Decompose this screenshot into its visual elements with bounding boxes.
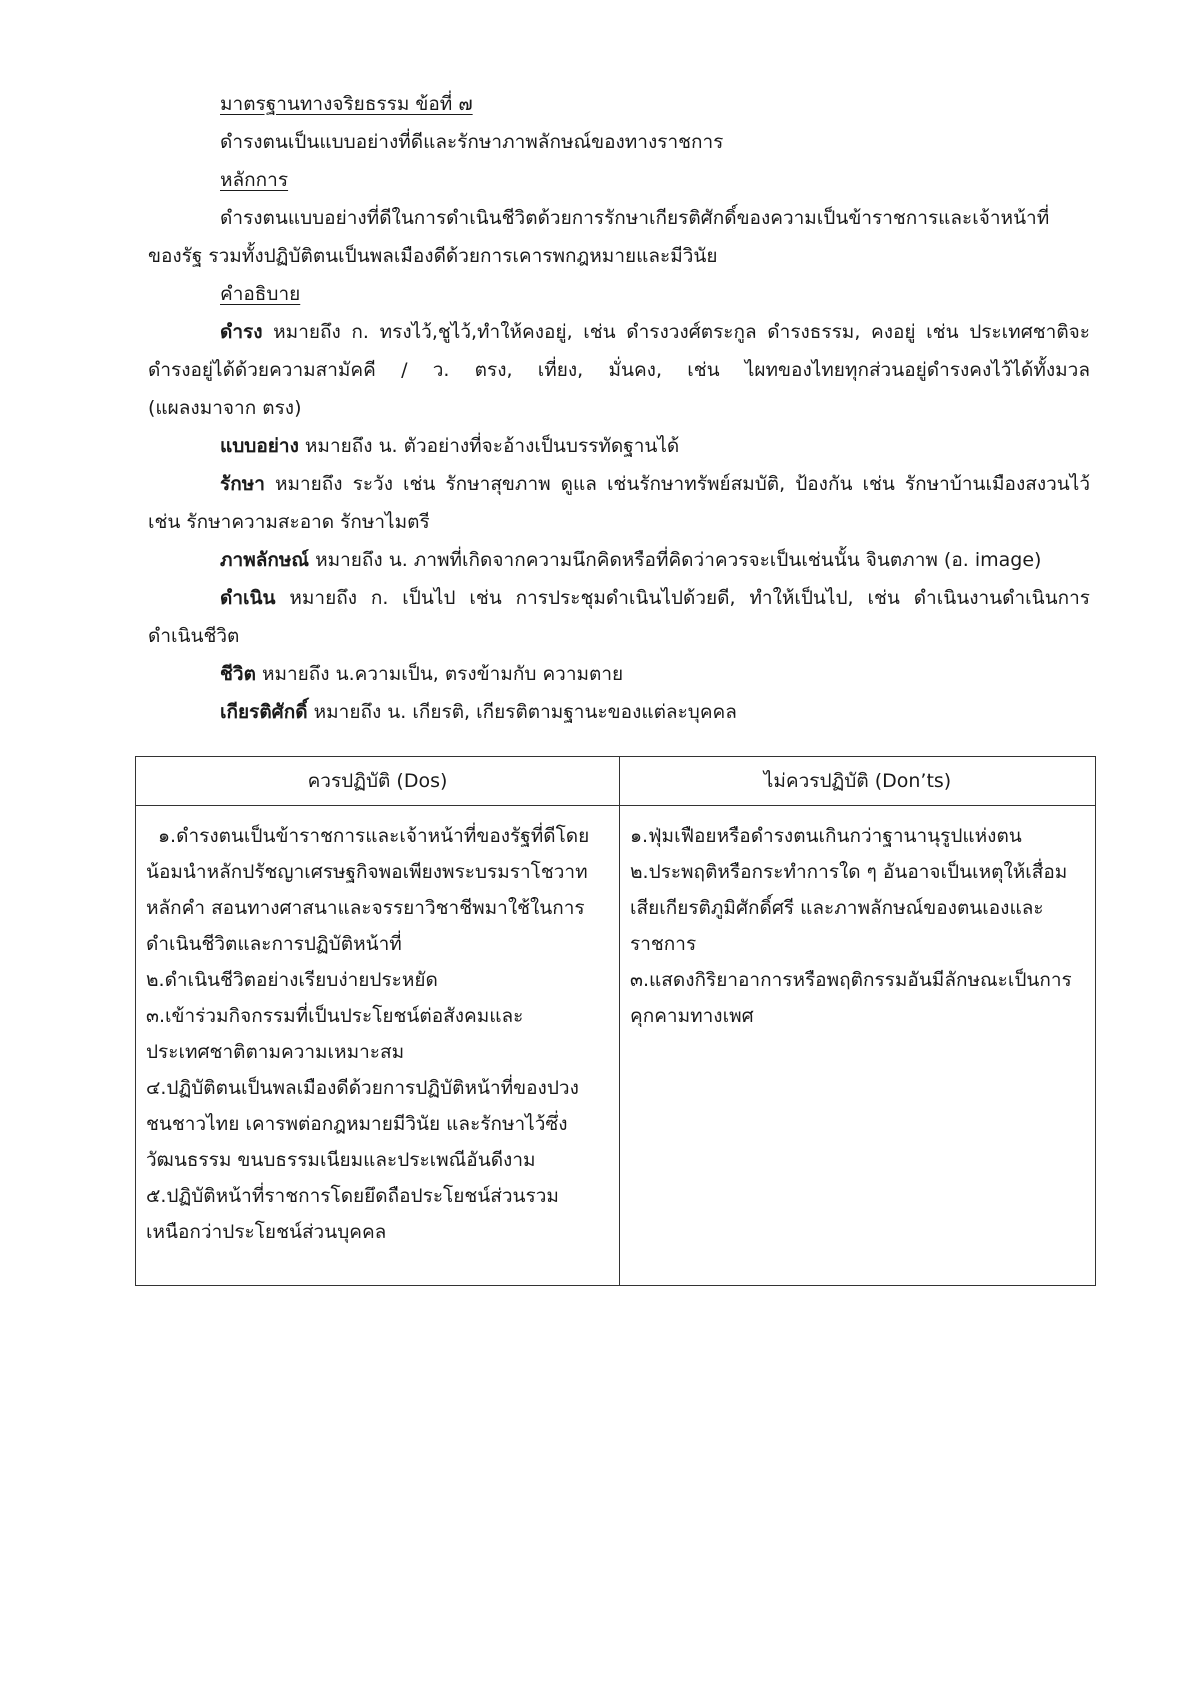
dos-line: ดำเนินชีวิตและการปฏิบัติหน้าที่ — [146, 933, 402, 955]
definition-term: เกียรติศักดิ์ — [220, 701, 308, 723]
definition-raksa-line1: รักษา หมายถึง ระวัง เช่น รักษาสุขภาพ ดูแล เช่นรักษาทรัพย์สมบัติ, ป้องกัน เช่น รักษาบ้านเมืองสงวนไว้ — [220, 473, 1090, 495]
dos-line: ๔.ปฏิบัติตนเป็นพลเมืองดีด้วยการปฏิบัติหน้าที่ของปวง — [146, 1077, 579, 1099]
principle-label: หลักการ — [220, 169, 289, 191]
definition-term: ดำเนิน — [220, 587, 276, 609]
dos-line: ชนชาวไทย เคารพต่อกฎหมายมีวินัย และรักษาไว้ซึ่ง — [146, 1113, 568, 1135]
definition-term: ดำรง — [220, 321, 263, 343]
definition-phap-lak: ภาพลักษณ์ หมายถึง น. ภาพที่เกิดจากความนึกคิดหรือที่คิดว่าควรจะเป็นเช่นนั้น จินตภาพ (อ. image) — [220, 549, 1042, 571]
definition-term: รักษา — [220, 473, 265, 495]
dos-cell — [136, 806, 620, 1286]
donts-line: ๓.แสดงกิริยาอาการหรือพฤติกรรมอันมีลักษณะเป็นการ — [630, 969, 1072, 991]
definition-damrong-line3: (แผลงมาจาก ตรง) — [148, 397, 302, 419]
standard-title: มาตรฐานทางจริยธรรม ข้อที่ ๗ — [220, 93, 473, 115]
definition-damrong-line1: ดำรง หมายถึง ก. ทรงไว้,ชูไว้,ทำให้คงอยู่, เช่น ดำรงวงศ์ตระกูล ดำรงธรรม, คงอยู่ เช่น ประเทศชาติจะ — [220, 321, 1090, 343]
dos-line: ๒.ดำเนินชีวิตอย่างเรียบง่ายประหยัด — [146, 969, 438, 991]
definitions-label: คำอธิบาย — [220, 283, 301, 305]
donts-line: ๒.ประพฤติหรือกระทำการใด ๆ อันอาจเป็นเหตุให้เสื่อม — [630, 861, 1068, 883]
dos-line: ๕.ปฏิบัติหน้าที่ราชการโดยยึดถือประโยชน์ส่วนรวม — [146, 1185, 559, 1207]
definition-kiat-sak: เกียรติศักดิ์ หมายถึง น. เกียรติ, เกียรติตามฐานะของแต่ละบุคคล — [220, 701, 737, 723]
dos-line: หลักคำ สอนทางศาสนาและจรรยาวิชาชีพมาใช้ในการ — [146, 897, 585, 919]
dos-line: ๓.เข้าร่วมกิจกรรมที่เป็นประโยชน์ต่อสังคมและ — [146, 1005, 524, 1027]
definition-damrong-line2: ดำรงอยู่ได้ด้วยความสามัคคี / ว. ตรง, เที่ยง, มั่นคง, เช่น ไผทของไทยทุกส่วนอยู่ดำรงคงไว้ได้ทั้งมวล — [148, 359, 1090, 381]
definition-raksa-line2: เช่น รักษาความสะอาด รักษาไมตรี — [148, 511, 430, 533]
dos-line: เหนือกว่าประโยชน์ส่วนบุคคล — [146, 1221, 387, 1243]
standard-subtitle: ดำรงตนเป็นแบบอย่างที่ดีและรักษาภาพลักษณ์ของทางราชการ — [220, 131, 724, 153]
definition-term: ชีวิต — [220, 663, 256, 685]
dos-line: วัฒนธรรม ขนบธรรมเนียมและประเพณีอันดีงาม — [146, 1149, 536, 1171]
principle-text-line2: ของรัฐ รวมทั้งปฏิบัติตนเป็นพลเมืองดีด้วยการเคารพกฎหมายและมีวินัย — [148, 245, 718, 267]
donts-cell — [620, 806, 1096, 1286]
definition-damnoen-line2: ดำเนินชีวิต — [148, 625, 240, 647]
table-header-row — [136, 757, 1096, 806]
definition-term: ภาพลักษณ์ — [220, 549, 310, 571]
principle-text-line1: ดำรงตนแบบอย่างที่ดีในการดำเนินชีวิตด้วยการรักษาเกียรติศักดิ์ของความเป็นข้าราชการและเจ้าหน้าที่ — [220, 207, 1050, 229]
dos-line: น้อมนำหลักปรัชญาเศรษฐกิจพอเพียงพระบรมราโชวาท — [146, 861, 588, 883]
donts-line: ๑.ฟุ่มเฟือยหรือดำรงตนเกินกว่าฐานานุรูปแห่งตน — [630, 825, 1022, 847]
donts-line: คุกคามทางเพศ — [630, 1005, 754, 1027]
table-body-row — [136, 806, 1096, 1286]
donts-line: เสียเกียรติภูมิศักดิ์ศรี และภาพลักษณ์ของตนเองและ — [630, 897, 1044, 919]
definition-chiwit: ชีวิต หมายถึง น.ความเป็น, ตรงข้ามกับ ความตาย — [220, 663, 624, 685]
dos-line: ประเทศชาติตามความเหมาะสม — [146, 1041, 405, 1063]
definition-term: แบบอย่าง — [220, 435, 299, 457]
definition-baep-yang: แบบอย่าง หมายถึง น. ตัวอย่างที่จะอ้างเป็นบรรทัดฐานได้ — [220, 435, 680, 457]
donts-line: ราชการ — [630, 933, 697, 955]
dos-header: ควรปฏิบัติ (Dos) — [136, 757, 620, 806]
dos-donts-table — [135, 756, 1096, 1286]
dos-line: ๑.ดำรงตนเป็นข้าราชการและเจ้าหน้าที่ของรัฐที่ดีโดย — [158, 825, 590, 847]
donts-header: ไม่ควรปฏิบัติ (Don’ts) — [620, 757, 1096, 806]
definition-damnoen-line1: ดำเนิน หมายถึง ก. เป็นไป เช่น การประชุมดำเนินไปด้วยดี, ทำให้เป็นไป, เช่น ดำเนินงานดำเนินการ — [220, 587, 1090, 609]
